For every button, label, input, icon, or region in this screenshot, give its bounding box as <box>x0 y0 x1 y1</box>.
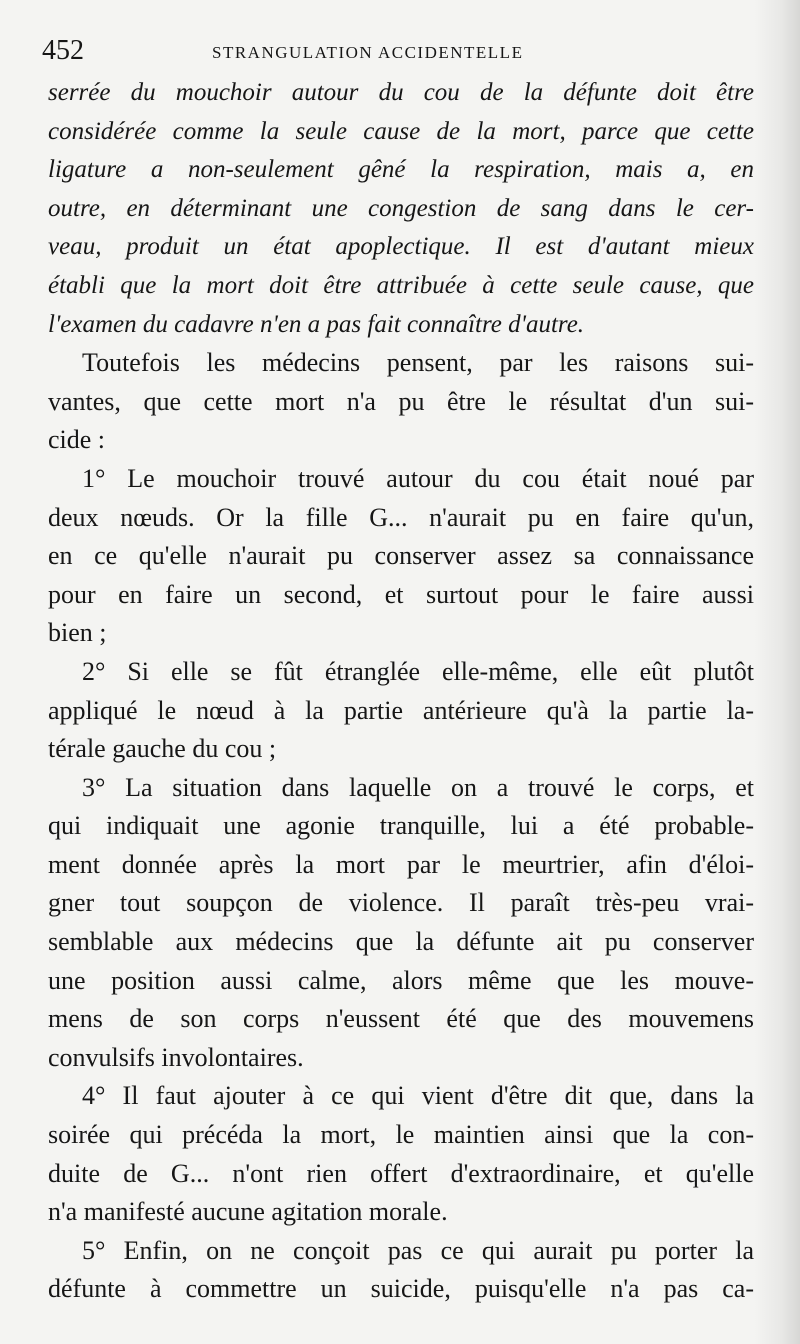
text-line: gner tout soupçon de violence. Il paraît très-peu vrai- <box>48 888 754 918</box>
text-line: considérée comme la seule cause de la mort, parce que cette <box>48 117 754 145</box>
text-line: térale gauche du cou ; <box>48 734 277 764</box>
text-line: bien ; <box>48 618 107 648</box>
page-edge-shadow <box>754 0 800 1344</box>
text-line: vantes, que cette mort n'a pu être le résultat d'un sui- <box>48 386 754 416</box>
text-line: appliqué le nœud à la partie antérieure qu'à la partie la- <box>48 695 754 725</box>
text-line: Toutefois les médecins pensent, par les raisons sui- <box>82 348 754 378</box>
text-line: une position aussi calme, alors même que les mouve- <box>48 965 754 995</box>
text-line: 1° Le mouchoir trouvé autour du cou était noué par <box>82 463 754 493</box>
text-line: soirée qui précéda la mort, le maintien ainsi que la con- <box>48 1120 754 1150</box>
text-line: pour en faire un second, et surtout pour le faire aussi <box>48 579 754 609</box>
text-line: établi que la mort doit être attribuée à cette seule cause, que <box>48 271 754 299</box>
text-line: 2° Si elle se fût étranglée elle-même, elle eût plutôt <box>82 656 754 686</box>
text-line: veau, produit un état apoplectique. Il est d'autant mieux <box>48 233 754 261</box>
page-body-text <box>48 74 754 1309</box>
text-line: duite de G... n'ont rien offert d'extraordinaire, et qu'elle <box>48 1158 754 1188</box>
text-line: semblable aux médecins que la défunte ait pu conserver <box>48 927 754 957</box>
text-line: n'a manifesté aucune agitation morale. <box>48 1197 448 1227</box>
page-number: 452 <box>42 35 84 66</box>
text-line: 5° Enfin, on ne conçoit pas ce qui aurait pu porter la <box>82 1235 754 1265</box>
text-line: ligature a non-seulement gêné la respiration, mais a, en <box>48 156 754 184</box>
text-line: défunte à commettre un suicide, puisqu'elle n'a pas ca- <box>48 1274 754 1304</box>
text-line: 4° Il faut ajouter à ce qui vient d'être dit que, dans la <box>82 1081 754 1111</box>
text-line: convulsifs involontaires. <box>48 1042 304 1072</box>
text-line: deux nœuds. Or la fille G... n'aurait pu en faire qu'un, <box>48 502 754 532</box>
text-line: serrée du mouchoir autour du cou de la défunte doit être <box>48 79 754 106</box>
text-line: 3° La situation dans laquelle on a trouvé le corps, et <box>82 772 754 802</box>
text-line: cide : <box>48 425 106 455</box>
text-line: qui indiquait une agonie tranquille, lui a été probable- <box>48 811 754 841</box>
running-head: STRANGULATION ACCIDENTELLE <box>212 43 524 62</box>
text-line: ment donnée après la mort par le meurtrier, afin d'éloi- <box>48 849 754 879</box>
text-line: mens de son corps n'eussent été que des mouvemens <box>48 1004 754 1034</box>
text-line: en ce qu'elle n'aurait pu conserver assez sa connaissance <box>48 541 754 571</box>
text-line: outre, en déterminant une congestion de sang dans le cer- <box>48 194 754 222</box>
text-line: l'examen du cadavre n'en a pas fait connaître d'autre. <box>48 310 585 338</box>
page-header <box>42 36 762 66</box>
